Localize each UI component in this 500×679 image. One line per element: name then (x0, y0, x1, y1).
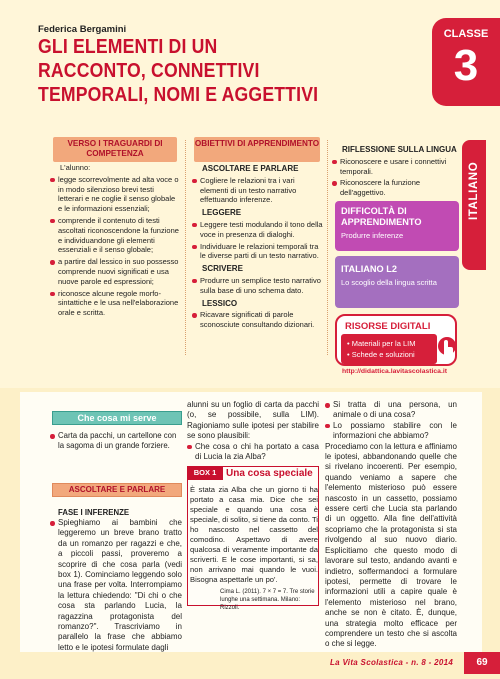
traguardi-item: a partire dal lessico in suo possesso comprende nuovi significati e usa nuove parole ed espressioni; (50, 257, 180, 286)
obiettivi-title: OBIETTIVI DI APPRENDIMENTO (194, 137, 320, 162)
difficolta-box[interactable] (335, 201, 459, 251)
obiettivi-section-head: LEGGERE (202, 208, 242, 218)
hand-pointer-icon (437, 334, 457, 362)
riflessione-head: RIFLESSIONE SULLA LINGUA (342, 145, 457, 154)
resource-link[interactable]: http://didattica.lavitascolastica.it (342, 368, 447, 375)
classe-label: CLASSE (443, 28, 489, 40)
col-c-text: Procediamo con la lettura e affiniamo le ipotesi, abbandonando quelle che si rivelano incoerenti. Per esempio, quando veniamo a sapere che l'elemento misterioso può essere nascosto in un cassetto, possiamo essere certi che Lucia sta parlando di un oggetto. Alla fine dell'attività scopriamo che la protagonista si sta rivolgendo al suo nuovo diario. Esplicitiamo che questo modo di lavorare sul testo, andando avanti e indietro, soffermandoci a formulare ipotesi, permette di trovare le informazioni utili a capire quale è l'elemento misterioso nel brano, anche se non è citato. È, dunque, una strategia molto efficace per comprendere un testo che si ascolta o che si legge. (325, 441, 457, 649)
obiettivi-item: Produrre un semplice testo narrativo sulla base di uno schema dato. (192, 276, 324, 296)
traguardi-item: comprende il contenuto di testi ascoltati riconoscendone la funzione e individuandone gli elementi essenziali e il senso globale; (50, 216, 180, 255)
risorse-digitali-item: • Schede e soluzioni (347, 350, 415, 359)
col-b-question: Che cosa o chi ha portato a casa di Lucia la zia Alba? (187, 442, 319, 463)
traguardi-body (50, 163, 180, 318)
obiettivi-section-head: ASCOLTARE E PARLARE (202, 164, 299, 173)
risorse-digitali-box[interactable] (335, 314, 457, 366)
box1-cite: Cima L. (2011). 7 × 7 = 7. Tre storie lunghe una settimana. Milano: Rizzoli. (220, 589, 315, 611)
serve-label: Che cosa mi serve (52, 411, 182, 425)
difficolta-sub: Produrre inferenze (341, 231, 404, 240)
italiano-l2-box[interactable] (335, 256, 459, 308)
obiettivi-item: Cogliere le relazioni tra i vari elementi di un testo narrativo effettuando inferenze. (192, 176, 324, 205)
traguardi-item: riconosce alcune regole morfo-sintattiche e le usa nell'elaborazione orale e scritta. (50, 289, 180, 318)
footer-magazine: La Vita Scolastica - n. 8 - 2014 (330, 658, 454, 667)
box1 (187, 466, 319, 611)
riflessione-item: Riconoscere e usare i connettivi temporali. (332, 157, 462, 177)
risorse-digitali-item: • Materiali per la LIM (347, 339, 416, 348)
column-divider (185, 140, 186, 355)
riflessione-body (332, 145, 462, 198)
ascoltare-text: Spieghiamo ai bambini che leggeremo un breve brano tratto da un romanzo per ragazzi e che, a piccoli passi, proveremo a scoprire di che cosa parla (vedi box 1). Cominciamo leggendo solo una frase per volta. Interrompiamo la lettura chiedendo: "Di chi o che cosa sta parlando Lucia, la ragazzina protagonista del romanzo?". Trascriviamo in parallelo la frase che abbiamo letto e le ipotesi formulate dagli (50, 518, 182, 653)
fase-label: FASE I INFERENZE (58, 508, 130, 517)
traguardi-item: legge scorrevolmente ad alta voce o in modo silenzioso brevi testi letterari e ne coglie il senso globale e le informazioni essenziali; (50, 175, 180, 214)
obiettivi-section-head: SCRIVERE (202, 264, 243, 274)
serve-text: Carta da pacchi, un cartellone con la sagoma di un grande forziere. (50, 431, 184, 451)
col-c (325, 400, 457, 650)
box1-text: È stata zia Alba che un giorno ti ha portato a casa mia. Dice che sei speciale e quando una cosa è speciale, di solito, si tiene da conto. Ti ho nascosto nel cassetto del comodino. Aspettavo di avere qualcosa di veramente importante da scriverti. E le cose importanti, si sa, non arrivano mai quando le vuoi. Bisogna aspettarle un po'. (190, 485, 318, 584)
difficolta-title: DIFFICOLTÀ DI APPRENDIMENTO (341, 206, 422, 227)
col-b-text: alunni su un foglio di carta da pacchi (o, se possibile, sulla LIM). Ragioniamo sulle ipotesi per stabilire se sono plausibili: (187, 400, 319, 441)
author: Federica Bergamini (38, 24, 127, 35)
classe-number: 3 (453, 41, 479, 90)
obiettivi-body (192, 163, 324, 330)
page-title: GLI ELEMENTI DI UN RACCONTO, CONNETTIVI TEMPORALI, NOMI E AGGETTIVI (38, 35, 319, 106)
obiettivi-item: Individuare le relazioni temporali tra le diverse parti di un testo narrativo. (192, 242, 324, 262)
ascoltare-label: ASCOLTARE E PARLARE (52, 483, 182, 497)
subject-tab-label: ITALIANO (468, 161, 480, 220)
page-number: 69 (464, 652, 500, 674)
box1-title: Una cosa speciale (226, 468, 313, 479)
riflessione-item: Riconoscere la funzione dell'aggettivo. (332, 178, 462, 198)
obiettivi-section-head: LESSICO (202, 298, 238, 308)
risorse-digitali-title: RISORSE DIGITALI (345, 321, 431, 332)
obiettivi-item: Ricavare significati di parole sconosciute consultando dizionari. (192, 310, 324, 330)
box1-text-block (190, 485, 318, 612)
col-b (187, 400, 319, 462)
risorse-digitali-list (341, 334, 437, 364)
col-c-item: Si tratta di una persona, un animale o di una cosa? (325, 400, 457, 421)
column-divider (327, 140, 328, 355)
italiano-l2-title: ITALIANO L2 (341, 264, 397, 274)
col-c-item: Lo possiamo stabilire con le informazioni che abbiamo? (325, 421, 457, 442)
obiettivi-item: Leggere testi modulando il tono della voce in presenza di dialoghi. (192, 220, 324, 240)
traguardi-intro: L'alunno: (60, 163, 91, 172)
traguardi-title: VERSO I TRAGUARDI DI COMPETENZA (53, 137, 177, 162)
box1-tag: BOX 1 (187, 466, 223, 480)
italiano-l2-sub: Lo scoglio della lingua scritta (341, 278, 437, 287)
